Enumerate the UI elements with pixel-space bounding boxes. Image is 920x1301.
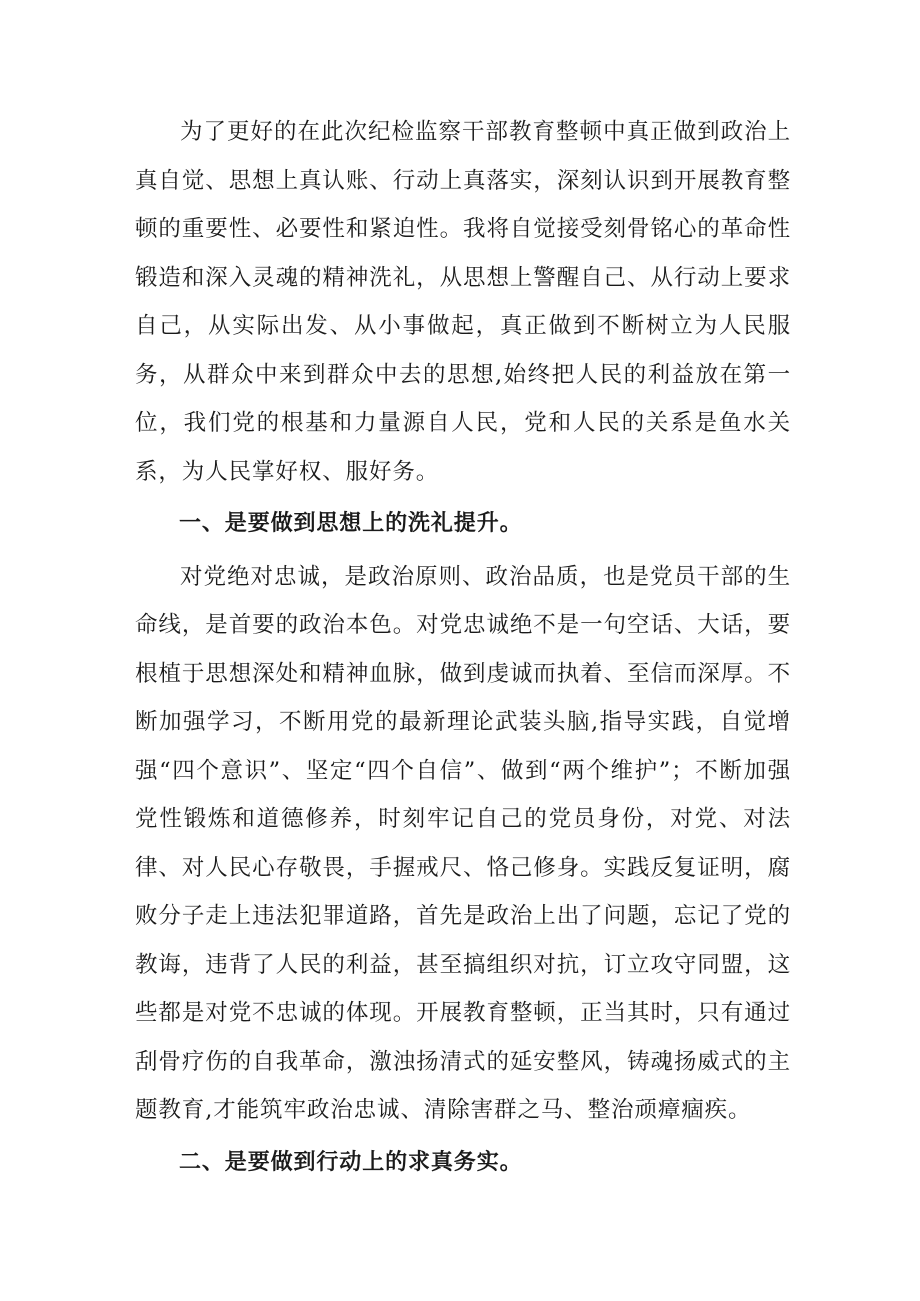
section-1-paragraph: 对党绝对忠诚，是政治原则、政治品质，也是党员干部的生命线，是首要的政治本色。对党忠诚绝不是一句空话、大话，要根植于思想深处和精神血脉，做到虔诚而执着、至信而深厚。不断加强学习，不断用党的最新理论武装头脑,指导实践，自觉增强“四个意识”、坚定“四个自信”、做到“两个维护”；不断加强党性锻炼和道德修养，时刻牢记自己的党员身份，对党、对法律、对人民心存敬畏，手握戒尺、恪己修身。实践反复证明，腐败分子走上违法犯罪道路，首先是政治上出了问题，忘记了党的教诲，违背了人民的利益，甚至搞组织对抗，订立攻守同盟，这些都是对党不忠诚的体现。开展教育整顿，正当其时，只有通过刮骨疗伤的自我革命，激浊扬清式的延安整风，铸魂扬威式的主题教育,才能筑牢政治忠诚、清除害群之马、整治顽瘴痼疾。: [135, 563, 791, 1123]
section-heading-2: 二、是要做到行动上的求真务实。: [179, 1149, 523, 1175]
section-heading-1: 一、是要做到思想上的洗礼提升。: [179, 511, 523, 536]
intro-paragraph: 为了更好的在此次纪检监察干部教育整顿中真正做到政治上真自觉、思想上真认账、行动上真落实，深刻认识到开展教育整顿的重要性、必要性和紧迫性。我将自觉接受刻骨铭心的革命性锻造和深入灵魂的精神洗礼，从思想上警醒自己、从行动上要求自己，从实际出发、从小事做起，真正做到不断树立为人民服务，从群众中来到群众中去的思想,始终把人民的利益放在第一位，我们党的根基和力量源自人民，党和人民的关系是鱼水关系，为人民掌好权、服好务。: [135, 119, 791, 485]
document-body: [135, 108, 791, 1191]
